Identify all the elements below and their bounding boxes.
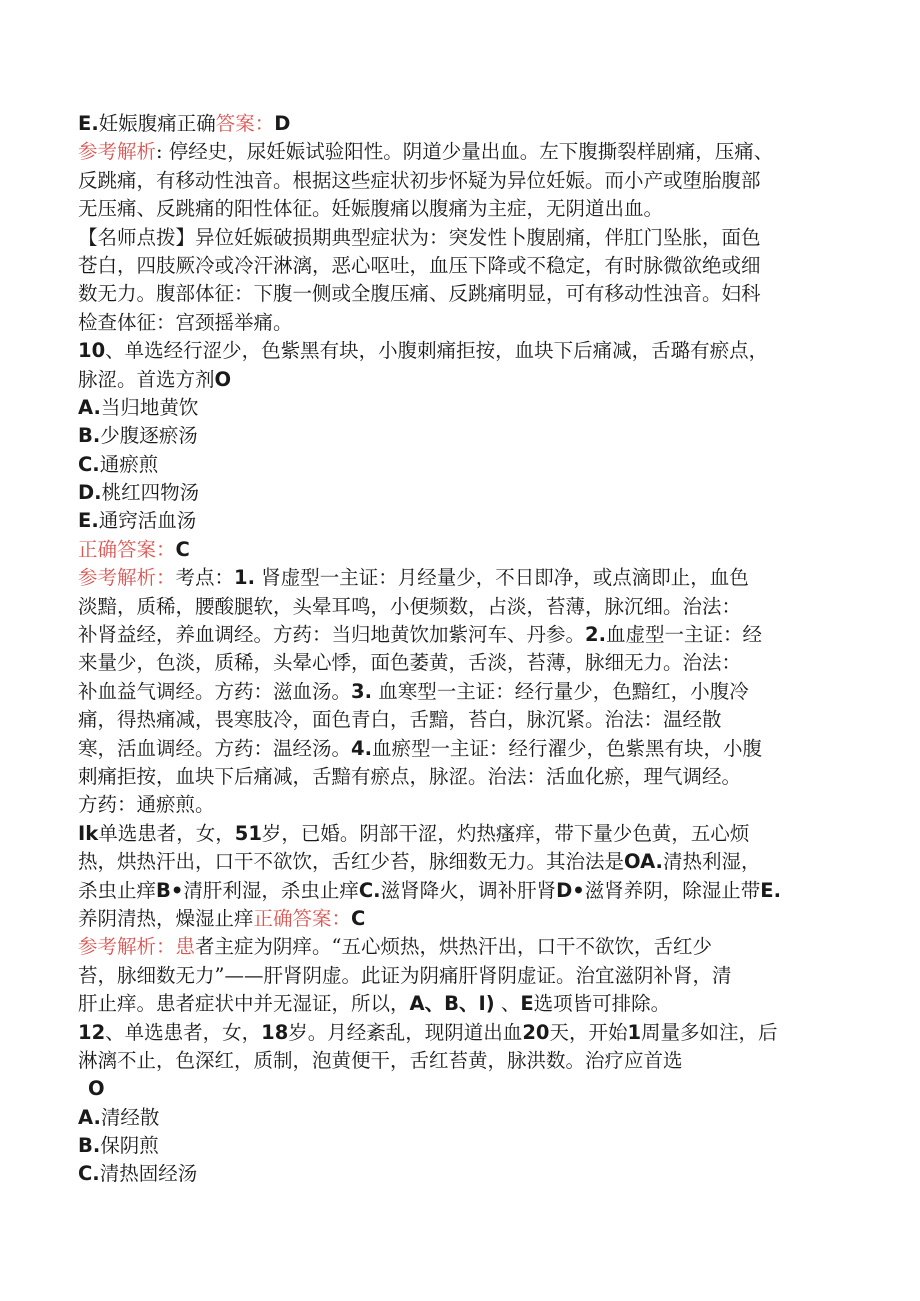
option-letter: C. xyxy=(78,452,100,476)
q10-analysis-num: 4. xyxy=(351,736,372,760)
q10-blank-mark: O xyxy=(214,367,232,391)
q9-tip-line-4: 检查体征：宫颈摇举痛。 xyxy=(78,310,293,334)
q10-analysis-text: 寒，活血调经。方药：温经汤。 xyxy=(78,736,352,760)
q11-stem-line-1 xyxy=(78,820,838,848)
option-letter: A. xyxy=(78,1105,101,1129)
q12-text: 岁。月经紊乱，现阴道出血 xyxy=(288,1020,523,1044)
q10-analysis-line-4: 来量少，色淡，质稀，头晕心悸，面色萎黄，舌淡，苔薄，脉细无力。治法： xyxy=(78,651,742,675)
q10-analysis-text: 血虚型一主证：经 xyxy=(606,623,763,647)
option-letter: E. xyxy=(78,509,99,533)
option-text: 养阴清热，燥湿止痒 xyxy=(78,906,254,930)
q11-stem-line-2 xyxy=(78,848,838,876)
q9-option-e-letter: E. xyxy=(78,112,99,135)
option-text: 清经散 xyxy=(100,1105,160,1129)
q9-tip-line-1: 【名师点拨】异位妊娠破损期典型症状为：突发性卜腹剧痛，伴肛门坠胀，面色 xyxy=(78,225,761,249)
q12-text: 、单选患者，女， xyxy=(105,1020,262,1044)
option-text: 保阴煎 xyxy=(100,1134,159,1158)
q11-analysis-red-char: 患 xyxy=(175,935,196,959)
option-letter: D• xyxy=(556,878,585,902)
q9-analysis-text-1: : 停经史，尿妊娠试验阳性。阴道少量出血。左下腹撕裂样剧痛，压痛、 xyxy=(156,140,774,164)
option-text: 清热利湿， xyxy=(662,850,761,874)
q11-text: 热，烘热汗出，口干不欲饮，舌红少苔，脉细数无力。其治法是 xyxy=(78,850,625,874)
q10-option-e xyxy=(78,507,838,535)
q10-analysis-num: 2. xyxy=(585,623,606,647)
q10-answer-value: C xyxy=(175,537,190,561)
q11-text: 单选患者，女， xyxy=(98,821,235,845)
option-text: 滋肾降火，调补肝肾 xyxy=(380,878,557,902)
q10-analysis-num: 3. xyxy=(351,679,372,703)
q9-analysis-line-3: 无压痛、反跳痛的阳性体征。妊娠腹痛以腹痛为主症，无阴道出血。 xyxy=(78,197,664,221)
option-text: 滋肾养阴，除湿止带 xyxy=(584,878,761,902)
q10-analysis-text: 补肾益经，养血调经。方药：当归地黄饮加紫河车、丹参。 xyxy=(78,623,586,647)
q9-analysis-line-1 xyxy=(78,138,838,166)
q9-option-e-line xyxy=(78,110,838,138)
q12-stem-line-2: 淋漓不止，色深红，质制，泡黄便干，舌红苔黄，脉洪数。治疗应首选 xyxy=(78,1048,683,1072)
q12-number: 12 xyxy=(78,1020,106,1044)
q10-stem-line-2 xyxy=(78,366,838,394)
q12-option-c xyxy=(78,1160,838,1188)
q11-answer-label: 正确答案： xyxy=(253,906,352,930)
q9-analysis-label: 参考解析 xyxy=(78,140,157,164)
q10-analysis-text: 血瘀型一主证：经行濯少，色紫黑有块，小腹 xyxy=(372,736,763,760)
q10-analysis-text: 考点： xyxy=(175,566,235,590)
q11-analysis-text: 者主症为阴痒。“五心烦热，烘热汗出，口干不欲饮，舌红少 xyxy=(195,935,713,959)
q10-option-c xyxy=(78,451,838,479)
option-text: 通窍活血汤 xyxy=(98,509,197,533)
q11-answer-value: C xyxy=(351,906,366,930)
option-text: 杀虫止痒 xyxy=(78,878,157,902)
q12-days: 20 xyxy=(522,1020,550,1044)
q11-age: 51 xyxy=(234,821,262,845)
q10-number: 10 xyxy=(78,339,106,363)
q12-option-b xyxy=(78,1132,838,1160)
q11-analysis-line-1 xyxy=(78,933,838,961)
document-page xyxy=(78,110,838,1189)
q10-analysis-line-7 xyxy=(78,735,838,763)
option-text: 清肝利湿，杀虫止痒 xyxy=(183,878,359,902)
option-letter: C. xyxy=(358,878,381,902)
q10-analysis-text: 补血益气调经。方药：滋血汤。 xyxy=(78,679,352,703)
q11-number: Ik xyxy=(78,821,99,845)
q11-stem-line-4 xyxy=(78,905,838,933)
q11-analysis-label: 参考解析： xyxy=(78,935,176,959)
q10-analysis-line-5 xyxy=(78,678,838,706)
q12-blank-line xyxy=(78,1075,838,1103)
q9-tip-line-2: 苍白，四肢厥冷或冷汗淋漓，恶心呕吐，血压下降或不稳定，有时脉微欲绝或细 xyxy=(78,253,761,277)
q11-stem-line-3 xyxy=(78,877,838,905)
q10-analysis-line-3 xyxy=(78,621,838,649)
q10-analysis-line-9: 方药：通瘀煎。 xyxy=(78,793,215,817)
q10-answer-label: 正确答案： xyxy=(78,537,176,561)
option-text: 少腹逐瘀汤 xyxy=(100,424,198,448)
option-text: 清热固经汤 xyxy=(99,1162,198,1186)
q10-answer-line xyxy=(78,536,838,564)
option-text: 桃红四物汤 xyxy=(101,481,200,505)
option-letter: C. xyxy=(78,1162,100,1186)
option-letter: E. xyxy=(760,878,781,902)
option-letter: B• xyxy=(156,878,184,902)
q9-analysis-line-2: 反跳痛，有移动性浊音。根据这些症状初步怀疑为异位妊娠。而小产或堕胎腹部 xyxy=(78,168,761,192)
q12-age: 18 xyxy=(261,1020,289,1044)
q10-option-a xyxy=(78,394,838,422)
q11-analysis-text: 选项皆可排除。 xyxy=(533,992,671,1016)
q10-analysis-line-6: 痛，得热痛减，畏寒肢冷，面色青白，舌黯，苔白，脉沉紧。治法：温经散 xyxy=(78,708,722,732)
option-letter: D. xyxy=(78,481,102,505)
q10-analysis-line-2: 淡黯，质稀，腰酸腿软，头晕耳鸣，小便频数，占淡，苔薄，脉沉细。治法： xyxy=(78,594,742,618)
q11-analysis-text: 、 xyxy=(494,992,521,1016)
q9-answer-label: 答案： xyxy=(215,112,275,135)
q10-option-d xyxy=(78,479,838,507)
q10-stem-text-1: 、单选经行涩少，色紫黑有块，小腹刺痛拒按，血块下后痛减，舌璐有瘀点， xyxy=(105,339,769,363)
option-text: 当归地黄饮 xyxy=(100,395,199,419)
option-letter: OA. xyxy=(624,850,663,874)
q11-analysis-line-3 xyxy=(78,990,838,1018)
q11-analysis-letters: A、B、I) xyxy=(409,992,495,1016)
q11-text: 岁，已婚。阴部干涩，灼热瘙痒，带下量少色黄，五心烦 xyxy=(261,821,750,845)
q10-analysis-label: 参考解析： xyxy=(78,566,176,590)
q10-option-b xyxy=(78,422,838,450)
option-letter: A. xyxy=(78,395,101,419)
q11-analysis-line-2: 苔，脉细数无力”——肝肾阴虚。此证为阴痛肝肾阴虚证。治宜滋阴补肾，清 xyxy=(78,963,732,987)
option-text: 通瘀煎 xyxy=(99,452,159,476)
q11-analysis-text: 肝止痒。患者症状中并无湿证，所以， xyxy=(78,992,410,1016)
q9-option-e-text: 妊娠腹痛正确 xyxy=(98,112,216,135)
q9-answer-value: D xyxy=(274,112,291,135)
q12-blank-mark: O xyxy=(88,1077,105,1101)
q12-text: 天，开始 xyxy=(549,1020,628,1044)
q10-analysis-text: 肾虚型一主证：月经量少，不日即净，或点滴即止，血色 xyxy=(255,566,749,590)
q12-stem-line-1 xyxy=(78,1019,838,1047)
q10-analysis-text: 血寒型一主证：经行量少，色黯红，小腹冷 xyxy=(372,679,749,703)
q10-analysis-num: 1. xyxy=(234,566,256,590)
q12-week: 1 xyxy=(627,1020,642,1044)
q10-analysis-line-1 xyxy=(78,564,838,592)
q12-option-a xyxy=(78,1104,838,1132)
q10-stem-text-2: 脉涩。首选方剂 xyxy=(78,367,215,391)
option-letter: B. xyxy=(78,424,101,448)
option-letter: B. xyxy=(78,1134,101,1158)
q11-analysis-letter-e: E xyxy=(520,992,534,1016)
q10-stem-line-1 xyxy=(78,337,838,365)
q10-analysis-line-8: 刺痛拒按，血块下后痛减，舌黯有瘀点，脉涩。治法：活血化瘀，理气调经。 xyxy=(78,764,742,788)
q12-text: 周量多如注，后 xyxy=(641,1020,778,1044)
q9-tip-line-3: 数无力。腹部体征：下腹一侧或全腹压痛、反跳痛明显，可有移动性浊音。妇科 xyxy=(78,282,761,306)
